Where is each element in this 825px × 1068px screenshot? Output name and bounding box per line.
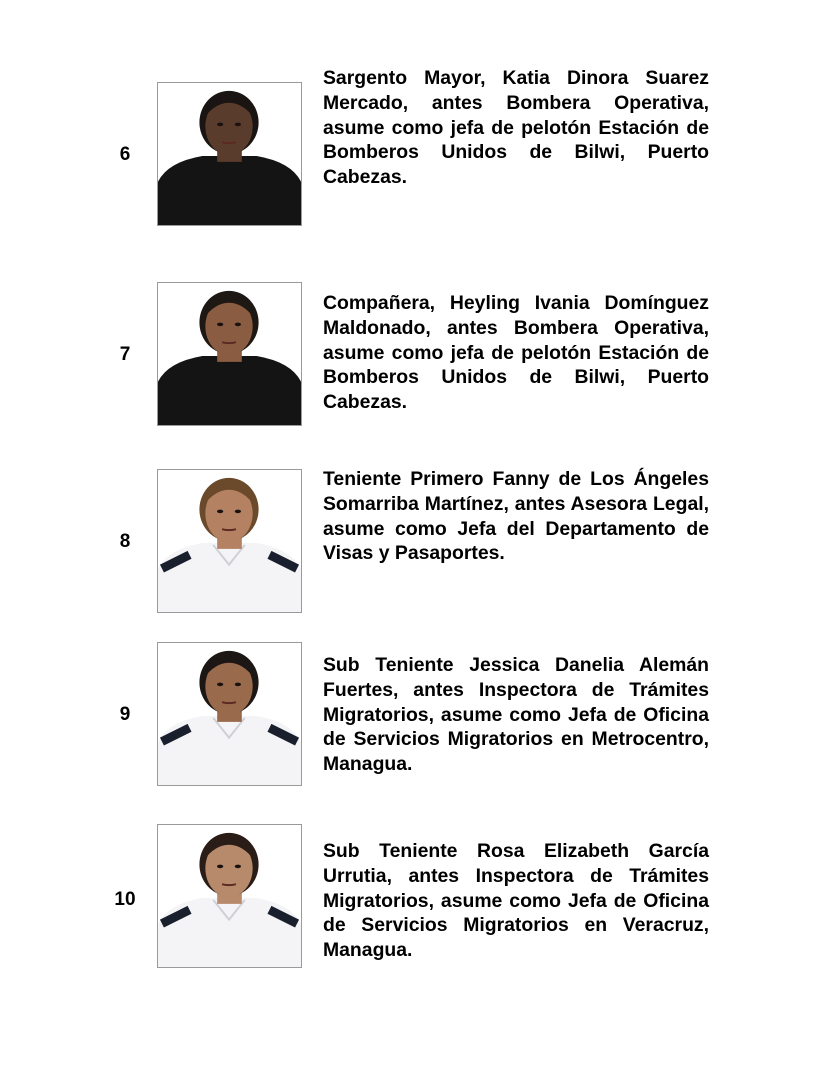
mouth-shape	[222, 142, 236, 143]
portrait-photo	[157, 469, 302, 613]
eye-left	[217, 510, 223, 514]
entry-number: 10	[114, 889, 136, 910]
entry-description: Sub Teniente Jessica Danelia Alemán Fuertes, antes Inspectora de Trámites Migratorios, asume como Jefa de Oficina de Servicios Migratorios en Metrocentro, Managua.	[323, 654, 709, 776]
portrait-illustration	[158, 83, 301, 225]
entry-number: 7	[119, 344, 131, 365]
uniform-shape	[158, 356, 301, 425]
portrait-illustration	[158, 470, 301, 612]
portrait-photo	[157, 642, 302, 786]
mouth-shape	[222, 342, 236, 343]
eye-left	[217, 683, 223, 687]
portrait-illustration	[158, 643, 301, 785]
eye-left	[217, 323, 223, 327]
entry-description: Sub Teniente Rosa Elizabeth García Urrutia, antes Inspectora de Trámites Migratorios, asume como Jefa de Oficina de Servicios Migratorios en Veracruz, Managua.	[323, 840, 709, 962]
entry-number: 8	[119, 531, 131, 552]
mouth-shape	[222, 529, 236, 530]
mouth-shape	[222, 702, 236, 703]
uniform-shape	[158, 156, 301, 225]
entry-number: 6	[119, 144, 131, 165]
uniform-shape	[158, 716, 301, 785]
uniform-shape	[158, 898, 301, 967]
mouth-shape	[222, 884, 236, 885]
uniform-shape	[158, 543, 301, 612]
entry-description: Compañera, Heyling Ivania Domínguez Maldonado, antes Bombera Operativa, asume como jefa de pelotón Estación de Bomberos Unidos de Bilwi, Puerto Cabezas.	[323, 292, 709, 414]
portrait-illustration	[158, 283, 301, 425]
eye-right	[235, 323, 241, 327]
eye-right	[235, 865, 241, 869]
eye-right	[235, 683, 241, 687]
eye-left	[217, 865, 223, 869]
portrait-illustration	[158, 825, 301, 967]
entry-number: 9	[119, 704, 131, 725]
eye-left	[217, 123, 223, 127]
eye-right	[235, 123, 241, 127]
portrait-photo	[157, 824, 302, 968]
entry-description: Teniente Primero Fanny de Los Ángeles Somarriba Martínez, antes Asesora Legal, asume como Jefa del Departamento de Visas y Pasaportes.	[323, 468, 709, 565]
portrait-photo	[157, 282, 302, 426]
entry-description: Sargento Mayor, Katia Dinora Suarez Mercado, antes Bombera Operativa, asume como jefa de pelotón Estación de Bomberos Unidos de Bilwi, Puerto Cabezas.	[323, 67, 709, 189]
portrait-photo	[157, 82, 302, 226]
eye-right	[235, 510, 241, 514]
